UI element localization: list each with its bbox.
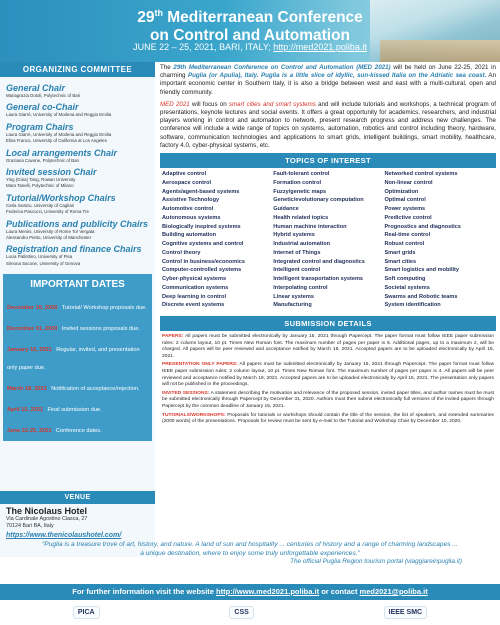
venue-heading: VENUE: [0, 491, 155, 504]
topic-item: Intelligent control: [273, 267, 321, 274]
topic-item: Genetic/evolutionary computation: [273, 197, 364, 204]
sidebar: [0, 62, 155, 557]
committee-entry: [6, 219, 149, 242]
footer: [0, 584, 500, 625]
date-value: January 15, 2021: [7, 347, 52, 354]
intro-focus-highlight: smart cities and smart systems: [228, 100, 316, 108]
committee-entry: [6, 244, 149, 267]
topic-item: Linear systems: [273, 293, 314, 300]
topic-item: Deep learning in control: [162, 293, 227, 300]
invited-sessions-paragraph: [162, 391, 494, 411]
css-logo: CSS: [229, 606, 253, 619]
topic-item: System identification: [384, 302, 441, 309]
topic-item: Fuzzy/genetic maps: [273, 188, 327, 195]
date-row: [7, 419, 148, 437]
intro-text: The: [160, 64, 174, 71]
committee-role: Registration and finance Chairs: [6, 244, 142, 255]
topic-item: Control theory: [162, 249, 201, 256]
committee-role: Local arrangements Chair: [6, 147, 118, 158]
invited-sessions-label: INVITED SESSIONS:: [162, 390, 210, 396]
intro-med-highlight: MED 2021: [160, 100, 190, 108]
papers-label: PAPERS:: [162, 334, 184, 340]
venue-name: The Nicolaus Hotel: [6, 506, 88, 516]
dates-heading: IMPORTANT DATES: [30, 279, 125, 291]
tutorials-text: Proposals for tutorials or workshops should contain the title of the session, the list of speakers, and extended summaries (2000 words) of the presentations. Proposals for review must be sent by e-mail to the Tutorial and Workshop Chair by December 10, 2020.: [162, 412, 494, 425]
committee-list: [0, 77, 155, 270]
topic-item: Formation control: [273, 179, 322, 186]
topic-item: Communication systems: [162, 284, 229, 291]
topic-item: Industrial automation: [273, 241, 331, 248]
date-value: June 22-25, 2021: [7, 428, 52, 435]
title-line2: on Control and Automation: [149, 27, 351, 45]
topics-column-3: [384, 170, 494, 310]
committee-person: Laura Menini, University of Rome Tor Vergata: [6, 228, 95, 234]
committee-person: Mariagrazia Dotoli, Polytechnic of Bari: [6, 93, 81, 98]
committee-role: Tutorial/Workshop Chairs: [6, 192, 116, 203]
topic-item: Real-time control: [384, 232, 431, 239]
topics-column-1: [162, 170, 272, 310]
title-line1: Mediterranean Conference: [162, 9, 363, 27]
topic-item: Guidance: [273, 206, 299, 213]
topic-item: Robust control: [384, 241, 425, 248]
conference-subtitle: [0, 42, 500, 53]
committee-entry: [6, 102, 149, 118]
date-description: Regular, invited, and presentation only paper due.: [7, 347, 140, 372]
intro-text: An important economic center in Southern Italy, it is also a bridge between west and east with a multi-cultural, open and friendly community.: [160, 72, 497, 96]
committee-person: Ying (Gina) Tang, Rowan University: [6, 177, 76, 183]
date-value: December 10, 2020: [7, 305, 58, 312]
intro-puglia-highlight: Puglia (or Apulia), Italy. Puglia is a little slice of idyllic, sun-kissed Italia on the Adriatic sea coast.: [187, 72, 487, 80]
committee-heading: ORGANIZING COMMITTEE: [0, 62, 155, 77]
ieee-smc-logo: IEEE SMC: [384, 606, 427, 619]
committee-person: Federica Pascucci, University of Roma Tre: [6, 209, 89, 215]
topic-item: Human machine interaction: [273, 223, 347, 230]
topic-item: Power systems: [384, 206, 426, 213]
topic-item: Optimal control: [384, 197, 426, 204]
committee-entry: [6, 167, 149, 190]
date-value: December 31, 2020: [7, 326, 58, 333]
topic-item: Optimization: [384, 188, 419, 195]
topic-item: Cyber-physical systems: [162, 276, 227, 283]
footer-info-bar: [0, 584, 500, 600]
topic-item: Non-linear control: [384, 179, 433, 186]
topic-item: Networked control systems: [384, 171, 458, 178]
topic-item: Intelligent transportation systems: [273, 276, 364, 283]
topic-item: Societal systems: [384, 284, 430, 291]
topic-item: Biologically inspired systems: [162, 223, 241, 230]
topic-item: Internet of Things: [273, 249, 321, 256]
topic-item: Adaptive control: [162, 171, 207, 178]
intro-text: will be held on June 22-25, 2021 in charming: [160, 64, 496, 80]
sponsor-logos: [0, 600, 500, 625]
date-description: Tutorial/ Workshop proposals due.: [61, 305, 147, 312]
presentation-only-text: All papers must be submitted electronically by January 15, 2021 through Papercept. The paper format must follow IEEE paper submission rules: 2 column layout, 10 pt. Times New Roman font. The maximum number of pages per paper is 4. All papers will be peer reviewed and acceptance notified by March 18, 2021. Accepted papers are to be uploaded electronically by April 15, 2021. The presentation only papers will not be published in the proceedings.: [162, 362, 494, 388]
date-description: Conference dates.: [55, 428, 102, 435]
topic-item: Fault-tolerant control: [273, 171, 330, 178]
pica-logo: PICA: [73, 606, 100, 619]
committee-person: Mara Tanelli, Polytechnic of Milano: [6, 183, 74, 189]
conference-title: [0, 4, 500, 45]
topic-item: Control in business/economics: [162, 258, 245, 265]
topic-item: Interpolating control: [273, 284, 328, 291]
topic-item: Predictive control: [384, 214, 432, 221]
committee-person: Lucia Pallottino, University of Pisa: [6, 254, 73, 260]
venue-website-link[interactable]: https://www.thenicolaushotel.com/: [6, 532, 122, 539]
topic-item: Autonomous systems: [162, 214, 221, 221]
submission-heading: SUBMISSION DETAILS: [160, 316, 496, 331]
date-row: [7, 296, 148, 314]
topic-item: Hybrid systems: [273, 232, 315, 239]
committee-entry: [6, 122, 149, 145]
main-content: [160, 62, 496, 428]
committee-role: Program Chairs: [6, 121, 74, 132]
topics-grid: [160, 168, 496, 310]
topic-item: Health related topics: [273, 214, 329, 221]
date-row: [7, 317, 148, 335]
presentation-only-label: PRESENTATION ONLY PAPERS:: [162, 362, 238, 368]
intro-paragraph-2: [160, 101, 496, 150]
topic-item: Agents/agent-based systems: [162, 188, 240, 195]
topic-item: Computer-controlled systems: [162, 267, 242, 274]
quote-source: The official Puglia Region tourism portal (viaggiareinpuglia.it): [290, 558, 462, 566]
venue-section: [0, 491, 500, 565]
important-dates-box: [3, 274, 152, 441]
presentation-only-paragraph: [162, 362, 494, 388]
committee-role: Publications and publicity Chairs: [6, 218, 149, 229]
date-value: March 18, 2021: [7, 386, 47, 393]
tutorials-paragraph: [162, 413, 494, 426]
intro-text: and will include tutorials and workshops, a technical program of presentations, keynote lectures and social events. It offers a great opportunity for academics, researchers, and industrial players working in control and automation to network, present research progress and address new challenges. The conference will include a wide range of topics on systems, automation, robotics and control including theory, hardware, software, communication technologies and applications to smart grids, intelligent buildings, smart mobility, healthcare, factory 4.0, cyber-physical systems, etc.: [160, 100, 497, 149]
date-row: [7, 377, 148, 395]
footer-text: or contact: [319, 587, 360, 596]
puglia-quote: “Puglia is a treasure trove of art, history, and nature. A land of sun and hospitality ... centuries of history and a range of charming landscapes ... a unique destination, where to enjoy some truly unforgettable experiences.”: [42, 541, 458, 557]
committee-role: Invited session Chair: [6, 167, 97, 178]
papers-paragraph: [162, 334, 494, 360]
venue-address-line: Via Cardinale Agostino Ciasca, 27: [6, 516, 88, 522]
invited-sessions-text: A statement describing the motivation and relevance of the proposed session, invited paper titles, and author names must be must be submitted electronically through Papercept by December 31, 2020. Authors must then submit electronically full versions of the invited papers through Papercept by the common deadline of January 15, 2021.: [162, 390, 494, 409]
header-banner: [0, 0, 500, 62]
committee-person: Laura Giarré, University of Modena and Reggio Emilia: [6, 112, 112, 118]
topic-item: Manufacturing: [273, 302, 312, 309]
intro-paragraph-1: [160, 64, 496, 97]
topics-column-2: [273, 170, 383, 310]
subtitle-website-link[interactable]: http://med2021.poliba.it: [273, 42, 367, 52]
intro-text: will focus on: [189, 100, 229, 108]
subtitle-date-place: JUNE 22 – 25, 2021, BARI, ITALY;: [133, 42, 271, 52]
papers-text: All papers must be submitted electronically by January 15, 2021 through Papercept. The paper format must follow IEEE paper submission rules: 2 column layout, 10 pt. Times New Roman font. The maximum number of pages per paper is 6. Additional pages, up to a maximum 2, will be charged. All papers will be peer reviewed and acceptance notified by March 18, 2021. Accepted papers are to be uploaded electronically by April 15, 2021.: [162, 334, 494, 359]
topic-item: Assistive Technology: [162, 197, 220, 204]
committee-person: Simona Sacone, University of Genova: [6, 260, 81, 266]
topic-item: Prognostics and diagnostics: [384, 223, 461, 230]
venue-address-line: 70124 Bari BA, Italy: [6, 523, 54, 529]
committee-entry: [6, 83, 149, 99]
topic-item: Smart logistics and mobility: [384, 267, 460, 274]
committee-role: General co-Chair: [6, 102, 79, 113]
committee-entry: [6, 193, 149, 216]
committee-person: Laura Giarré, University of Modena and Reggio Emilia: [6, 131, 112, 137]
date-row: [7, 338, 148, 374]
date-description: Notification of acceptance/rejection.: [51, 386, 140, 393]
footer-email-link[interactable]: med2021@poliba.it: [359, 587, 428, 596]
committee-role: General Chair: [6, 83, 66, 93]
committee-person: Graziana Cavone, Polytechnic of Bari: [6, 157, 79, 163]
date-row: [7, 398, 148, 416]
title-number: 29: [137, 9, 155, 27]
footer-text: For further information visit the website: [72, 587, 217, 596]
topic-item: Integrated control and diagnostics: [273, 258, 365, 265]
footer-website-link[interactable]: http://www.med2021.poliba.it: [216, 587, 320, 596]
date-description: Invited sessions proposals due.: [61, 326, 140, 333]
topic-item: Swarms and Robotic teams: [384, 293, 458, 300]
date-value: April 15, 2021: [7, 407, 44, 414]
topic-item: Automotive control: [162, 206, 214, 213]
committee-person: Alessandro Pietto, University of Manchester: [6, 235, 92, 241]
topic-item: Building automation: [162, 232, 217, 239]
topic-item: Smart grids: [384, 249, 416, 256]
topic-item: Cognitive systems and control: [162, 241, 244, 248]
committee-entry: [6, 148, 149, 164]
topics-heading: TOPICS OF INTEREST: [160, 153, 496, 168]
committee-person: Elisa Franco, University of California at Los Angeles: [6, 138, 107, 144]
submission-details: [160, 331, 496, 426]
date-description: Final submission due.: [47, 407, 102, 414]
title-ordinal: th: [154, 8, 163, 18]
topic-item: Soft computing: [384, 276, 426, 283]
intro-conference-name: 29th Mediterranean Conference on Control and Automation (MED 2021): [173, 64, 391, 71]
topic-item: Smart cities: [384, 258, 417, 265]
tutorials-label: TUTORIALS/WORKSHOPS:: [162, 412, 226, 418]
topic-item: Aerospace control: [162, 179, 212, 186]
topic-item: Discrete event systems: [162, 302, 225, 309]
committee-person: Carla Seatzu, University of Cagliari: [6, 202, 75, 208]
